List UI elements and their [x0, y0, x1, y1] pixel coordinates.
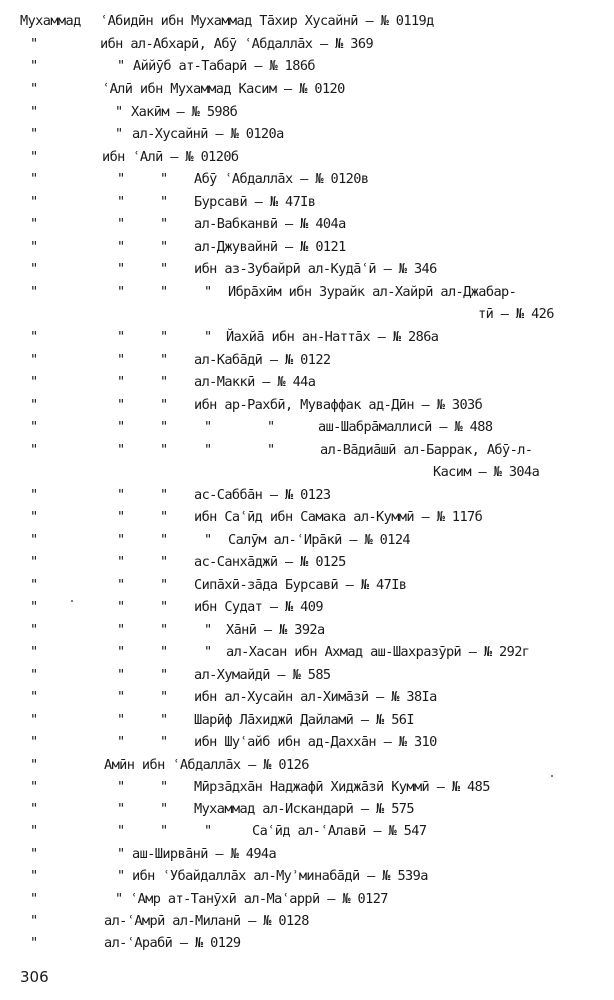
index-entry: [0, 619, 614, 641]
ditto-mark: ": [117, 216, 125, 232]
entry-text: Сипāхӣ-зāда Бурсавӣ – № 47Iв: [194, 577, 407, 593]
ditto-mark: ": [30, 757, 38, 773]
entry-text: ал-ʿАмрӣ ал-Миланӣ – № 0128: [104, 913, 309, 929]
entry-text: Мӣрзāдхāн Наджафӣ Хиджāзӣ Куммӣ – № 485: [194, 779, 490, 795]
ditto-mark: ": [117, 644, 125, 660]
index-entry: [0, 416, 614, 438]
entry-text: Касим – № 304а: [433, 464, 540, 480]
ditto-mark: ": [117, 442, 125, 458]
ditto-mark: ": [30, 81, 38, 97]
ditto-mark: ": [160, 284, 168, 300]
index-entry: [0, 213, 614, 235]
ditto-mark: ": [204, 329, 212, 345]
ditto-mark: ": [160, 532, 168, 548]
ditto-mark: ": [30, 487, 38, 503]
entry-text: Аййӯб ат-Табарӣ – № 186б: [133, 58, 316, 74]
index-entry: [0, 439, 614, 461]
ditto-mark: ": [30, 194, 38, 210]
ditto-mark: ": [30, 397, 38, 413]
entry-text: ибн Судат – № 409: [194, 599, 323, 615]
ditto-mark: ": [117, 622, 125, 638]
entry-text: Ибрāхӣм ибн Зурайк ал-Хайрӣ ал-Джабар-: [228, 284, 517, 300]
ditto-mark: ": [204, 284, 212, 300]
entry-text: Бурсавӣ – № 47Iв: [194, 194, 316, 210]
ditto-mark: ": [117, 284, 125, 300]
ditto-mark: ": [117, 419, 125, 435]
ditto-mark: ": [117, 554, 125, 570]
entry-text: ʿАбидӣн ибн Мухаммад Тāхир Хусайнӣ – № 0119д: [100, 13, 434, 29]
ditto-mark: ": [30, 801, 38, 817]
index-entry: [0, 664, 614, 686]
entry-text: ʿАмр ат-Танӯхӣ ал-Маʿаррӣ – № 0127: [130, 891, 388, 907]
ditto-mark: ": [30, 374, 38, 390]
index-entry: [0, 371, 614, 393]
entry-text: ʿАлӣ ибн Мухаммад Касим – № 0120: [102, 81, 345, 97]
index-entry: [0, 146, 614, 168]
ditto-mark: ": [117, 194, 125, 210]
ditto-mark: ": [160, 689, 168, 705]
ditto-mark: ": [30, 329, 38, 345]
ditto-mark: ": [160, 216, 168, 232]
entry-text: ал-Хасан ибн Ахмад аш-Шахразӯрӣ – № 292г: [226, 644, 530, 660]
index-entry: [0, 303, 614, 325]
entry-text: ал-Хусайнӣ – № 0120а: [132, 126, 284, 142]
index-entry: [0, 798, 614, 820]
ditto-mark: ": [267, 442, 275, 458]
ditto-mark: ": [160, 442, 168, 458]
index-entry: [0, 865, 614, 887]
ditto-mark: ": [117, 779, 125, 795]
entry-text: Шарӣф Лāхиджӣ Дайламӣ – № 56I: [194, 712, 414, 728]
entry-text: Йахйā ибн ан-Наттāх – № 286а: [226, 329, 439, 345]
index-entry: [0, 484, 614, 506]
ditto-mark: ": [30, 712, 38, 728]
entry-text: Хāнӣ – № 392а: [226, 622, 325, 638]
ditto-mark: ": [30, 352, 38, 368]
entry-text: ас-Саббāн – № 0123: [194, 487, 331, 503]
ditto-mark: ": [30, 36, 38, 52]
index-entry: [0, 551, 614, 573]
ditto-mark: ": [117, 599, 125, 615]
index-entry: [0, 888, 614, 910]
ditto-mark: ": [204, 442, 212, 458]
ditto-mark: ": [160, 419, 168, 435]
ditto-mark: ": [30, 239, 38, 255]
ditto-mark: ": [30, 622, 38, 638]
ditto-mark: ": [30, 689, 38, 705]
ditto-mark: ": [160, 239, 168, 255]
ditto-mark: ": [117, 532, 125, 548]
index-entry: [0, 326, 614, 348]
entry-text: ал-Вабканвӣ – № 404а: [194, 216, 346, 232]
ditto-mark: ": [117, 667, 125, 683]
entry-text: ал-ʿАрабӣ – № 0129: [104, 935, 241, 951]
ditto-mark: ": [160, 194, 168, 210]
entry-text: ибн ал-Абхарӣ, Абӯ ʿАбдаллāх – № 369: [100, 36, 374, 52]
index-entry: [0, 596, 614, 618]
ditto-mark: ": [160, 734, 168, 750]
ditto-mark: ": [160, 374, 168, 390]
ditto-mark: ": [160, 801, 168, 817]
ditto-mark: ": [30, 734, 38, 750]
index-entry: [0, 641, 614, 663]
ditto-mark: ": [115, 126, 123, 142]
ditto-mark: ": [160, 261, 168, 277]
ditto-mark: ": [30, 419, 38, 435]
entry-head: Мухаммад: [20, 13, 81, 29]
entry-text: Амӣн ибн ʿАбдаллāх – № 0126: [104, 757, 309, 773]
index-entry: [0, 258, 614, 280]
ditto-mark: ": [117, 801, 125, 817]
ditto-mark: ": [117, 239, 125, 255]
ditto-mark: ": [204, 622, 212, 638]
ditto-mark: ": [117, 868, 125, 884]
entry-text: ал-Вāдиāшӣ ал-Баррак, Абӯ-л-: [320, 442, 533, 458]
entry-text: ибн Саʿӣд ибн Самака ал-Куммӣ – № 117б: [194, 509, 483, 525]
ditto-mark: ": [117, 734, 125, 750]
ditto-mark: ": [30, 644, 38, 660]
ditto-mark: ": [160, 667, 168, 683]
index-entry: [0, 574, 614, 596]
ditto-mark: ": [160, 171, 168, 187]
ditto-mark: ": [30, 509, 38, 525]
entry-text: ибн Шуʿайб ибн ад-Даххāн – № 310: [194, 734, 437, 750]
ditto-mark: ": [117, 577, 125, 593]
index-entry: [0, 191, 614, 213]
ditto-mark: ": [30, 891, 38, 907]
ditto-mark: ": [160, 823, 168, 839]
entry-text: ибн ʿАлӣ – № 0120б: [102, 149, 239, 165]
ditto-mark: ": [204, 823, 212, 839]
entry-text: ал-Хумайдӣ – № 585: [194, 667, 331, 683]
index-entry: [0, 168, 614, 190]
ditto-mark: ": [117, 689, 125, 705]
entry-text: ас-Санхāджӣ – № 0125: [194, 554, 346, 570]
index-entry: [0, 731, 614, 753]
ditto-mark: ": [117, 712, 125, 728]
ditto-mark: ": [160, 397, 168, 413]
ditto-mark: ": [115, 104, 123, 120]
ditto-mark: ": [117, 509, 125, 525]
ditto-mark: ": [30, 171, 38, 187]
ditto-mark: ": [204, 644, 212, 660]
ditto-mark: ": [30, 846, 38, 862]
entry-text: Мухаммад ал-Искандарӣ – № 575: [194, 801, 414, 817]
ditto-mark: ": [117, 261, 125, 277]
ditto-mark: ": [160, 329, 168, 345]
ditto-mark: ": [30, 442, 38, 458]
ditto-mark: ": [117, 329, 125, 345]
entry-text: Саʿӣд ал-ʿАлавӣ – № 547: [252, 823, 427, 839]
ditto-mark: ": [117, 487, 125, 503]
ditto-mark: ": [30, 779, 38, 795]
entry-text: ал-Джувайнӣ – № 0121: [194, 239, 346, 255]
ditto-mark: ": [267, 419, 275, 435]
ditto-mark: ": [204, 532, 212, 548]
ditto-mark: ": [160, 644, 168, 660]
index-entry: [0, 529, 614, 551]
ditto-mark: ": [117, 352, 125, 368]
ditto-mark: ": [117, 823, 125, 839]
ditto-mark: ": [160, 622, 168, 638]
index-entry: [0, 33, 614, 55]
entry-text: Абӯ ʿАбдаллāх – № 0120в: [194, 171, 369, 187]
ditto-mark: ": [30, 577, 38, 593]
speck: [551, 775, 553, 777]
index-entry: [0, 394, 614, 416]
ditto-mark: ": [160, 509, 168, 525]
ditto-mark: ": [30, 599, 38, 615]
ditto-mark: ": [30, 532, 38, 548]
entry-text: аш-Шабрāмаллисӣ – № 488: [318, 419, 493, 435]
entry-text: ал-Маккӣ – № 44а: [194, 374, 316, 390]
entry-text: ибн аз-Зубайрӣ ал-Кудāʿӣ – № 346: [194, 261, 437, 277]
ditto-mark: ": [160, 487, 168, 503]
ditto-mark: ": [160, 352, 168, 368]
ditto-mark: ": [160, 779, 168, 795]
index-entry: [0, 910, 614, 932]
index-entry: [0, 55, 614, 77]
index-entry: [0, 686, 614, 708]
index-entry: [0, 843, 614, 865]
ditto-mark: ": [30, 284, 38, 300]
ditto-mark: ": [160, 554, 168, 570]
ditto-mark: ": [30, 667, 38, 683]
index-entry: [0, 461, 614, 483]
entry-text: Хакӣм – № 598б: [131, 104, 238, 120]
entry-text: ибн ал-Хусайн ал-Химāзӣ – № 38Iа: [194, 689, 437, 705]
ditto-mark: ": [117, 846, 125, 862]
index-entry: [0, 123, 614, 145]
entry-text: аш-Ширвāнӣ – № 494а: [132, 846, 277, 862]
ditto-mark: ": [30, 261, 38, 277]
ditto-mark: ": [160, 712, 168, 728]
index-entry: [0, 10, 614, 32]
index-entry: [0, 101, 614, 123]
index-entry: [0, 281, 614, 303]
index-entry: [0, 776, 614, 798]
index-entry: [0, 820, 614, 842]
ditto-mark: ": [115, 891, 123, 907]
ditto-mark: ": [30, 126, 38, 142]
ditto-mark: ": [30, 58, 38, 74]
ditto-mark: ": [30, 868, 38, 884]
index-entry: [0, 236, 614, 258]
entry-text: ал-Кабāдӣ – № 0122: [194, 352, 331, 368]
ditto-mark: ": [30, 554, 38, 570]
ditto-mark: ": [204, 419, 212, 435]
entry-text: ибн ар-Рахбӣ, Муваффак ад-Дӣн – № 303б: [194, 397, 483, 413]
ditto-mark: ": [30, 149, 38, 165]
index-entry: [0, 349, 614, 371]
ditto-mark: ": [30, 216, 38, 232]
index-entry: [0, 754, 614, 776]
index-entry: [0, 506, 614, 528]
index-entry: [0, 78, 614, 100]
entry-text: ибн ʿУбайдаллāх ал-Муʾминабāдӣ – № 539а: [132, 868, 428, 884]
ditto-mark: ": [117, 374, 125, 390]
page-number: 306: [20, 968, 49, 986]
ditto-mark: ": [30, 823, 38, 839]
ditto-mark: ": [30, 913, 38, 929]
entry-text: Салӯм ал-ʿИрāкӣ – № 0124: [228, 532, 411, 548]
index-entry: [0, 709, 614, 731]
ditto-mark: ": [30, 104, 38, 120]
ditto-mark: ": [117, 58, 125, 74]
ditto-mark: ": [30, 935, 38, 951]
ditto-mark: ": [117, 397, 125, 413]
ditto-mark: ": [117, 171, 125, 187]
speck: [71, 600, 73, 602]
index-entry: [0, 932, 614, 954]
ditto-mark: ": [160, 577, 168, 593]
ditto-mark: ": [160, 599, 168, 615]
entry-text: тӣ – № 426: [478, 306, 554, 322]
